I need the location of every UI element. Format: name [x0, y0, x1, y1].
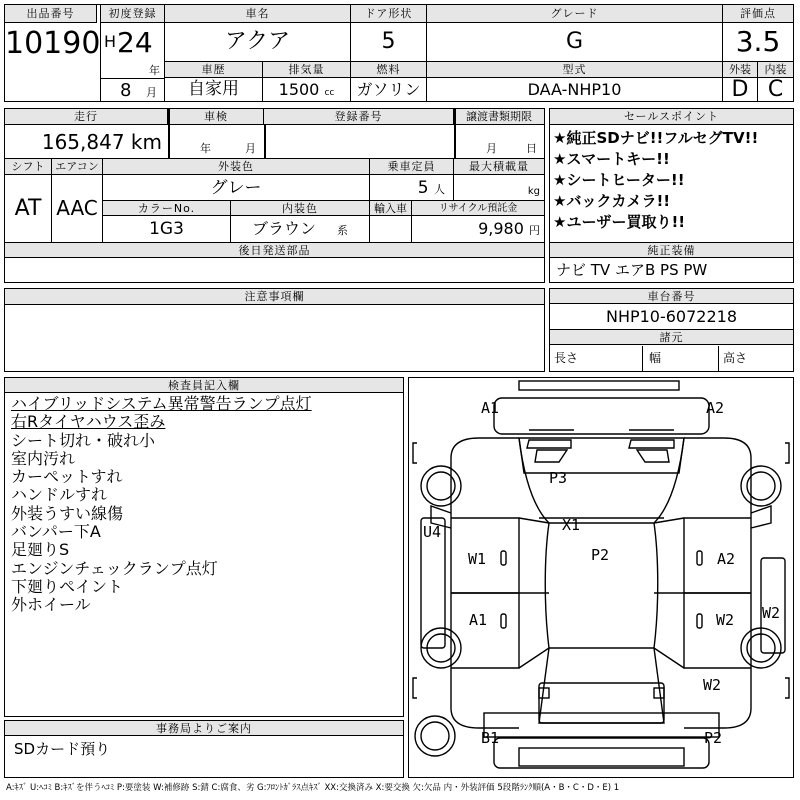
note-line: ハンドルすれ: [11, 485, 108, 505]
transfer-month: 月: [486, 142, 497, 155]
interior-value: C: [767, 77, 784, 102]
note-line: シート切れ・破れ小: [11, 430, 156, 450]
month-unit: 月: [146, 86, 157, 99]
transfer-label: 譲渡書類期限: [454, 109, 544, 125]
sales-label: セールスポイント: [550, 109, 793, 125]
note-line: 外装うすい線傷: [11, 503, 124, 523]
exterior-label: 外装: [723, 62, 758, 78]
recycle-cell: [412, 216, 544, 242]
dims-length: 長さ: [550, 346, 643, 371]
import-label: 輸入車: [370, 201, 412, 216]
car-damage-diagram: [409, 378, 793, 777]
note-line: 右Rタイヤハウス歪み: [11, 412, 166, 432]
chassis-label: 車台番号: [550, 289, 793, 304]
ac-value: AAC: [52, 175, 103, 242]
model-value: DAA-NHP10: [427, 78, 723, 101]
score-value: 3.5: [735, 25, 781, 58]
first-reg-label: 初度登録: [101, 5, 165, 23]
capacity-label: 乗車定員: [370, 159, 454, 175]
recycle-unit: 円: [529, 224, 540, 237]
capacity-value: 5: [417, 178, 429, 198]
mark-a1-left: A1: [469, 611, 488, 629]
displacement-unit: cc: [324, 88, 335, 98]
capacity-unit: 人: [434, 183, 445, 196]
year-unit: 年: [149, 64, 160, 77]
color-value: グレー: [103, 175, 370, 201]
dims-label: 諸元: [550, 330, 793, 345]
doors-value: 5: [351, 23, 427, 61]
mark-p2: P2: [591, 546, 610, 564]
inspector-label: 検査員記入欄: [5, 378, 403, 393]
name-label: 車名: [165, 5, 351, 23]
history-label: 車歴: [165, 62, 263, 78]
mark-w2-right: W2: [716, 611, 735, 629]
caution-label: 注意事項欄: [5, 289, 544, 305]
mark-w2-rear: W2: [703, 676, 722, 694]
history-value: 自家用: [165, 78, 263, 101]
dims-height: 高さ: [723, 351, 748, 365]
reg-year: 24: [117, 26, 153, 59]
grade-label: グレード: [427, 5, 723, 23]
displacement-label: 排気量: [263, 62, 351, 78]
mark-p2-rear: P2: [704, 729, 723, 747]
displacement-value: 1500: [278, 80, 320, 99]
equipment-value: ナビ TV エアB PS PW: [556, 261, 708, 279]
note-line: 外ホイール: [11, 595, 91, 615]
year-col-divider: [101, 23, 165, 101]
recycle-label: リサイクル預託金: [412, 201, 544, 216]
note-line: バンパー下A: [11, 522, 101, 542]
sales-item: ★純正SDナビ!!フルセグTV!!: [553, 129, 759, 147]
int-color-value: ブラウン: [251, 219, 316, 238]
int-color-unit: 系: [337, 224, 349, 237]
damage-legend: A:ｷｽﾞ U:ﾍｺﾐ B:ｷｽﾞを伴うﾍｺﾐ P:要塗装 W:補修跡 S:錆 C:腐食、劣 G:ﾌﾛﾝﾄｶﾞﾗｽ点ｷｽﾞ XX:交換済み X:要交換 欠:欠品 内・外装評価 5段階ﾗﾝｸ順(A・B・C・D・E) 1: [6, 783, 620, 793]
dims-width: 幅: [643, 346, 719, 371]
color-label: 外装色: [103, 159, 370, 175]
note-line: ハイブリッドシステム異常警告ランプ点灯: [11, 394, 312, 413]
score-label: 評価点: [723, 5, 793, 23]
transfer-day: 日: [526, 142, 537, 155]
reg-month: 8: [120, 80, 132, 101]
note-line: 下廻りペイント: [11, 576, 124, 596]
later-parts-label: 後日発送部品: [5, 243, 544, 258]
car-name: アクア: [165, 23, 351, 61]
note-line: カーペットすれ: [11, 467, 123, 487]
note-line: エンジンチェックランプ点灯: [11, 558, 218, 578]
doors-label: ドア形状: [351, 5, 427, 23]
color-no-label: カラーNo.: [103, 201, 231, 216]
recycle-value: 9,980: [478, 219, 524, 238]
fuel-label: 燃料: [351, 62, 427, 78]
shift-label: シフト: [5, 159, 52, 175]
note-line: 室内汚れ: [11, 448, 76, 468]
mark-x1: X1: [562, 516, 581, 534]
capacity-cell: [370, 175, 454, 201]
sales-item: ★スマートキー!!: [553, 150, 670, 168]
mark-a2-front: A2: [706, 399, 725, 417]
import-checkbox-area: [370, 216, 412, 242]
mark-b1: B1: [481, 729, 500, 747]
mark-a1-front: A1: [481, 399, 500, 417]
era-letter: H: [104, 32, 117, 51]
sales-item: ★ユーザー買取り!!: [553, 213, 686, 231]
sales-item: ★バックカメラ!!: [553, 192, 671, 210]
sales-item: ★シートヒーター!!: [553, 171, 685, 189]
fuel-value: ガソリン: [351, 78, 427, 101]
displacement-cell: [263, 78, 351, 101]
office-label: 事務局よりご案内: [5, 721, 403, 736]
mark-u4: U4: [423, 523, 442, 541]
inspection-label: 車検: [168, 109, 264, 125]
plate-label: 登録番号: [264, 109, 454, 125]
mileage-value: 165,847: [41, 130, 125, 154]
inspection-year: 年: [200, 142, 211, 155]
office-note: SDカード預り: [14, 740, 111, 758]
mileage-unit: km: [130, 130, 162, 154]
mileage-label: 走行: [5, 109, 168, 125]
interior-label: 内装: [758, 62, 793, 78]
mark-w2-edge: W2: [762, 604, 781, 622]
col-divider-b: [264, 125, 266, 158]
mark-p3: P3: [549, 469, 568, 487]
mark-w1: W1: [468, 550, 487, 568]
mileage-cell: [5, 126, 168, 158]
ac-label: エアコン: [52, 159, 103, 175]
lot-label: 出品番号: [5, 5, 97, 23]
load-label: 最大積載量: [454, 159, 544, 175]
lot-number: 10190: [5, 26, 101, 61]
model-label: 型式: [427, 62, 723, 78]
sales-list: [550, 128, 793, 233]
int-color-cell: [231, 216, 370, 242]
shift-value: AT: [5, 175, 52, 242]
equipment-label: 純正装備: [550, 242, 793, 258]
month-row-divider: [101, 78, 165, 79]
color-no-value: 1G3: [103, 216, 231, 242]
mark-a2-right: A2: [717, 550, 736, 568]
lot-divider: [5, 5, 101, 101]
chassis-value: NHP10-6072218: [550, 304, 793, 330]
note-line: 足廻りS: [11, 540, 70, 560]
col-divider-a: [168, 109, 170, 158]
int-color-label: 内装色: [231, 201, 370, 216]
inspector-notes: [5, 395, 403, 615]
exterior-value: D: [723, 78, 758, 101]
inspection-month: 月: [245, 142, 256, 155]
load-unit: kg: [454, 175, 544, 201]
col-divider-c: [454, 109, 456, 158]
grade-value: G: [427, 23, 723, 61]
